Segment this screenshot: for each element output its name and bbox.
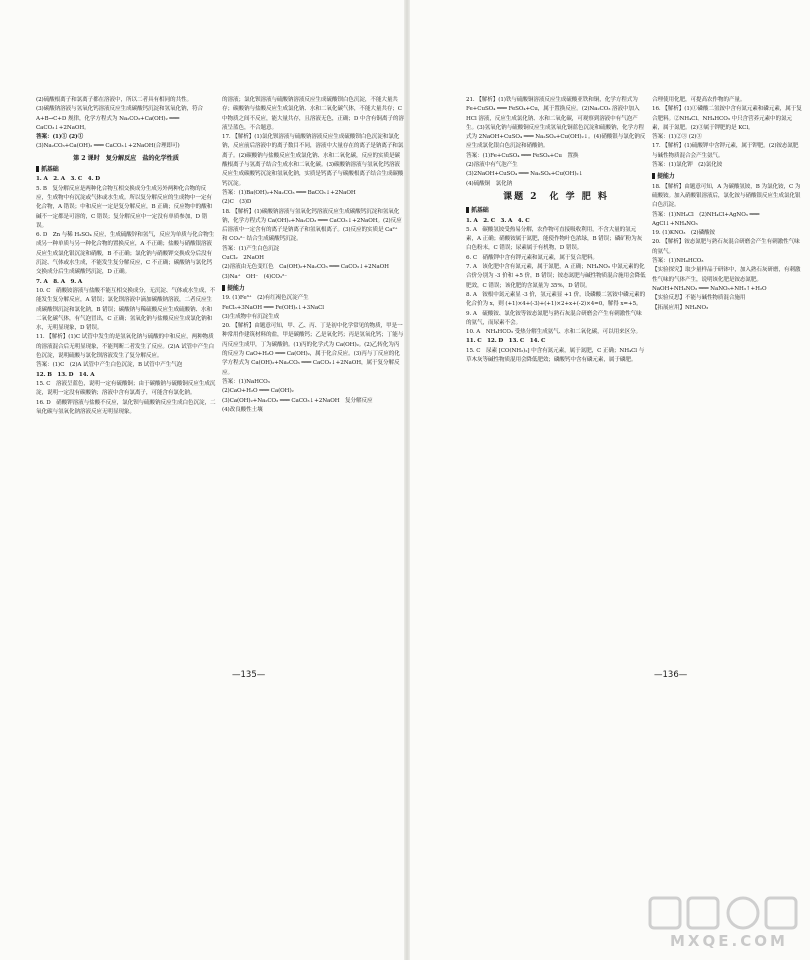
- watermark-brand-text: MXQE.COM: [670, 932, 788, 950]
- page-gutter: [404, 0, 410, 960]
- paragraph: 15. C 溶液呈蓝色，说明一定有硫酸铜；由于碳酸钠与硫酸铜反应生成沉淀，说明一定没有碳酸钠；溶液中含有氯离子，可能含有氯化钠。: [36, 380, 216, 397]
- answer-line: 答案：(1)氯化钾 (2)氯化铵: [652, 162, 723, 169]
- paragraph: 11. 【解析】(1)C 试管中发生的是氢氧化钠与硫酸的中和反应，两种物质的溶液混合后无明显现象，不能判断二者发生了反应。(2)A 试管中产生白色沉淀，说明硫酸与氯化钡溶液发生了复分解反应。: [36, 334, 215, 360]
- paragraph: 16. 【解析】(1)①磷酸二氢铵中含有氮元素和磷元素，属于复合肥料。②NH₄Cl、NH₄HCO₃ 中只含营养元素中的氮元素，属于氮肥。(2)③属于钾肥的是 KCl。: [652, 106, 802, 131]
- paragraph: 合理使用化肥，可提高农作物的产量。: [652, 97, 746, 103]
- lesson-title: 课题 2 化 学 肥 料: [503, 191, 609, 202]
- paragraph: 【实验反思】不能与碱性物质混合施用: [652, 295, 746, 302]
- paragraph: 5. A 碳酸氢铵受热易分解，农作物可直接吸收利用，不含大量的氢元素，A 正确；硝酸铵属于氮肥，能使作物叶色浓绿，B 错误；磷矿粉为灰白色粉末，C 错误；尿素属于有机物，D 错误。: [466, 226, 643, 252]
- paragraph: 8. A 铵根中氮元素显 -3 价，氢元素显 +1 价，设磷酸二氢铵中磷元素的化合价为 x，则 (+1)×4+(-3)+(+1)×2+x+(-2)×4=0，解得 x=+5。: [466, 291, 646, 308]
- answer-line: 答案：(1)NaHCO₃: [222, 378, 270, 385]
- section-marker-icon: [652, 173, 655, 179]
- answer-line: FeCl₃+3NaOH ═══ Fe(OH)₃↓+3NaCl: [222, 304, 324, 311]
- section-heading: 提能力: [652, 172, 802, 181]
- section-marker-icon: [466, 207, 469, 213]
- paragraph: 6. C 硝酸钾中含有钾元素和氮元素，属于复合肥料。: [466, 254, 598, 261]
- answer-line: 答案：(1)②③ (2)③: [652, 134, 702, 141]
- paragraph: (2)硫酸根离子和氯离子都在溶液中，所以二者具有相同的共性。: [36, 97, 192, 103]
- answer-line: (3)Na₂CO₃+Ca(OH)₂ ═══ CaCO₃↓+2NaOH(合理即可): [36, 143, 180, 150]
- section-marker-icon: [36, 166, 39, 172]
- right-page-column-1: [466, 96, 646, 666]
- paragraph: 17. 【解析】(1)硫酸钾中含钾元素，属于钾肥。(2)铵态氮肥与碱性物质混合会产生氨气。: [652, 143, 799, 159]
- section-marker-icon: [222, 285, 225, 291]
- answer-line: CuCl₂ 2NaOH: [222, 255, 264, 262]
- answer-line: NaOH+NH₄NO₃ ═══ NaNO₃+NH₃↑+H₂O: [652, 285, 767, 292]
- paragraph: 21. 【解析】(1)铁与硫酸铜溶液反应生成硫酸亚铁和铜，化学方程式为 Fe+CuSO₄ ═══ FeSO₄+Cu，属于置换反应。(2)Na₂CO₃ 溶液中加入 HCl 溶液，反应生成氯化钠、水和二氧化碳，可观察到溶液中有气泡产生。(3)氢氧化钠与硫酸铜反应生成氢氧化铜蓝色沉淀和硫酸钠，化学方程式为 2NaOH+CuSO₄ ═══ Na₂SO₄+Cu(OH)₂↓。(4)硝酸银与氯化钠反应生成氯化银白色沉淀和硝酸钠。: [466, 97, 646, 150]
- quick-answers: 1. A 2. C 3. A 4. C: [466, 217, 530, 224]
- page-number-left: —135—: [232, 670, 266, 680]
- quick-answers: 7. A 8. A 9. A: [36, 278, 83, 285]
- paragraph: 20. 【解析】由题意可知，甲、乙、丙、丁是初中化学常见的物质，甲是一种常用作建筑材料的盐，甲是碳酸钙；乙是氧化钙；丙是氢氧化钙；丁能与丙反应生成甲，丁为碳酸钠。(1)丙的化学式为 Ca(OH)₂。(2)乙转化为丙的反应为 CaO+H₂O ═══ Ca(OH)₂，属于化合反应。(3)丙与丁反应的化学方程式为 Ca(OH)₂+Na₂CO₃ ═══ CaCO₃↓+2NaOH，属于复分解反应。: [222, 323, 404, 376]
- answer-line: (4)硫酸铜 氯化钠: [466, 180, 513, 187]
- watermark-logo-icon: [642, 892, 810, 934]
- lesson-title: 第 2 课时 复分解反应 盐的化学性质: [73, 154, 179, 162]
- section-heading: 抓基础: [466, 206, 646, 215]
- answer-line: (2)溶液由无色变红色 Ca(OH)₂+Na₂CO₃ ═══ CaCO₃↓+2NaOH: [222, 264, 389, 271]
- paragraph: 9. A 硫酸铵、氯化铵等铵态氮肥与熟石灰混合研磨会产生有刺激性气味的氨气，而尿素不会。: [466, 310, 642, 326]
- paragraph: 17. 【解析】(1)氯化钡溶液与硫酸钠溶液反应生成硫酸钡白色沉淀和氯化钠，反应前后溶液中的离子数目不同，溶液中大量存在的离子是钠离子和氯离子。(2)碳酸钠与盐酸反应生成氯化钠、水和二氧化碳，反应的实质是碳酸根离子与氢离子结合生成水和二氧化碳。(3)碳酸钠溶液与氢氧化钙溶液反应生成碳酸钙沉淀和氢氧化钠，实质是钙离子与碳酸根离子结合生成碳酸钙沉淀。: [222, 134, 404, 187]
- left-page-column-2: [222, 96, 404, 666]
- answer-line: (3)Ca(OH)₂+Na₂CO₃ ═══ CaCO₃↓+2NaOH 复分解反应: [222, 397, 373, 404]
- answer-line: 19. (1)KNO₃ (2)磷酸铵: [652, 230, 715, 237]
- paragraph: 15. C 尿素 [CO(NH₂)₂] 中含有氮元素，属于氮肥，C 正确；NH₄Cl 与草木灰等碱性物质混用会降低肥效；磷酸钙中含有磷元素，属于磷肥。: [466, 347, 645, 364]
- answer-line: 答案：(1)NH₄HCO₃: [652, 258, 704, 265]
- answer-line: 答案：(1)产生白色沉淀: [222, 245, 280, 252]
- quick-answers: 12. B 13. D 14. A: [36, 371, 95, 378]
- answer-line: 答案：(1)Fe+CuSO₄ ═══ FeSO₄+Cu 置换: [466, 152, 579, 159]
- quick-answers: 1. A 2. A 3. C 4. D: [36, 176, 101, 183]
- answer-line: 答案：(1)NH₄Cl (2)NH₄Cl+AgNO₃ ═══ AgCl↓+NH₄NO₃: [652, 211, 760, 227]
- paragraph: 6. D Zn 与稀 H₂SO₄ 反应，生成硫酸锌和氢气，反应为单质与化合物生成另一种单质与另一种化合物的置换反应，A 不正确；盐酸与硝酸银溶液反应生成氯化银沉淀和硝酸，B 不正确；氯化钠与硝酸钾交换成分后没有沉淀、气体或水生成，不能发生复分解反应，C 不正确；碳酸钠与氯化钙交换成分后生成碳酸钙沉淀，D 正确。: [36, 232, 215, 276]
- paragraph: 5. B 复分解反应是两种化合物互相交换成分生成另外两种化合物的反应，生成物中有沉淀或气体或水生成。所以复分解反应的生成物中一定有化合物，A 错误；中和反应一定是复分解反应，B 正确；反应物中的酸和碱不一定都是可溶的，C 错误；复分解反应中一定没有单质参加，D 错误。: [36, 185, 213, 229]
- answer-line: 答案：(1)Ba(OH)₂+Na₂CO₃ ═══ BaCO₃↓+2NaOH: [222, 189, 356, 196]
- section-heading: 提能力: [222, 284, 404, 293]
- paragraph: 10. A NH₄HCO₃ 受热分解生成氨气、水和二氧化碳，可以用来区分。: [466, 329, 642, 336]
- left-page-column-1: [36, 96, 216, 666]
- answer-line: (2)C (3)D: [222, 199, 252, 206]
- paragraph: 18. 【解析】(1)碳酸钠溶液与氢氧化钙溶液反应生成碳酸钙沉淀和氢氧化钠，化学方程式为 Ca(OH)₂+Na₂CO₃ ═══ CaCO₃↓+2NaOH。(2)反应后溶液中一定含有的离子是钠离子和氢氧根离子。(3)反应的实质是 Ca²⁺ 和 CO₃²⁻ 结合生成碳酸钙沉淀。: [222, 208, 402, 243]
- paragraph: 10. C 硝酸铵溶液与盐酸不能互相交换成分，无沉淀、气体或水生成，不能发生复分解反应，A 错误；氯化钡溶液中滴加碳酸钠溶液，二者反应生成碳酸钡沉淀和氯化钠，B 错误；碳酸钠与稀硫酸反应生成硫酸钠、水和二氧化碳气体，有气泡冒出，C 正确；氢氧化钠与盐酸反应生成氯化钠和水，无明显现象，D 错误。: [36, 287, 216, 332]
- answer-line: (2)溶液中有气泡产生: [466, 162, 518, 169]
- paragraph: 【拓展应用】NH₄NO₃: [652, 304, 709, 311]
- answer-line: (4)改良酸性土壤: [222, 406, 263, 413]
- paragraph: 20. 【解析】铵态氮肥与熟石灰混合研磨会产生有刺激性气味的氨气。: [652, 239, 800, 255]
- paragraph: 16. D 硝酸钾溶液与盐酸不反应，氯化钡与硫酸钠反应生成白色沉淀，二氧化碳与氢氧化钠溶液反应无明显现象。: [36, 399, 216, 415]
- quick-answers: 11. C 12. D 13. C 14. C: [466, 338, 546, 345]
- paragraph: 7. A 该化肥中含有氮元素，属于氮肥，A 正确；NH₄NO₃ 中氮元素的化合价分别为 -3 价和 +5 价，B 错误；铵态氮肥与碱性物质混合施用会降低肥效，C 错误；该化肥的含氮量为 35%，D 错误。: [466, 264, 646, 289]
- answer-line: 答案：(1)C (2)A 试管中产生白色沉淀，B 试管中产生气泡: [36, 362, 183, 369]
- answer-line: (3)生成物中有沉淀生成: [222, 313, 280, 320]
- answer-line: (2)CaO+H₂O ═══ Ca(OH)₂: [222, 388, 294, 395]
- section-heading: 抓基础: [36, 165, 216, 174]
- answer-line: 答案：(1)① (2)①: [36, 134, 84, 141]
- paragraph: 的溶液；氯化钡溶液与硫酸钠溶液反应生成硫酸钡白色沉淀，不能大量共存；碳酸钠与盐酸反应生成氯化钠、水和二氧化碳气体，不能大量共存；C 中物质之间不反应，能大量共存，且溶液无色，正确；D 中含有铜离子的溶液呈蓝色，不合题意。: [222, 97, 404, 131]
- paragraph: 19. (1)Fe³⁺ (2)有红褐色沉淀产生: [222, 295, 309, 302]
- watermark-logo: [642, 892, 810, 960]
- right-page-column-2: [652, 96, 802, 666]
- paragraph: 18. 【解析】由题意可知，A 为碳酸氢铵，B 为氯化铵，C 为硫酸铵。加入硝酸银溶液后，氯化铵与硝酸银反应生成氯化银白色沉淀。: [652, 183, 801, 209]
- paragraph: 【实验探究】取少量样品于研钵中，加入熟石灰研磨，有刺激性气味的气体产生，说明该化肥是铵态氮肥。: [652, 267, 801, 283]
- answer-line: (3)Na⁺ OH⁻ (4)CO₃²⁻: [222, 273, 288, 280]
- page-number-right: —136—: [654, 670, 688, 680]
- answer-line: (3)2NaOH+CuSO₄ ═══ Na₂SO₄+Cu(OH)₂↓: [466, 171, 584, 178]
- paragraph: (3)碳酸钠溶液与氢氧化钙溶液反应生成碳酸钙沉淀和氢氧化钠，符合 A+B→C+D 规律，化学方程式为 Na₂CO₃+Ca(OH)₂ ═══ CaCO₃↓+2NaOH。: [36, 106, 203, 131]
